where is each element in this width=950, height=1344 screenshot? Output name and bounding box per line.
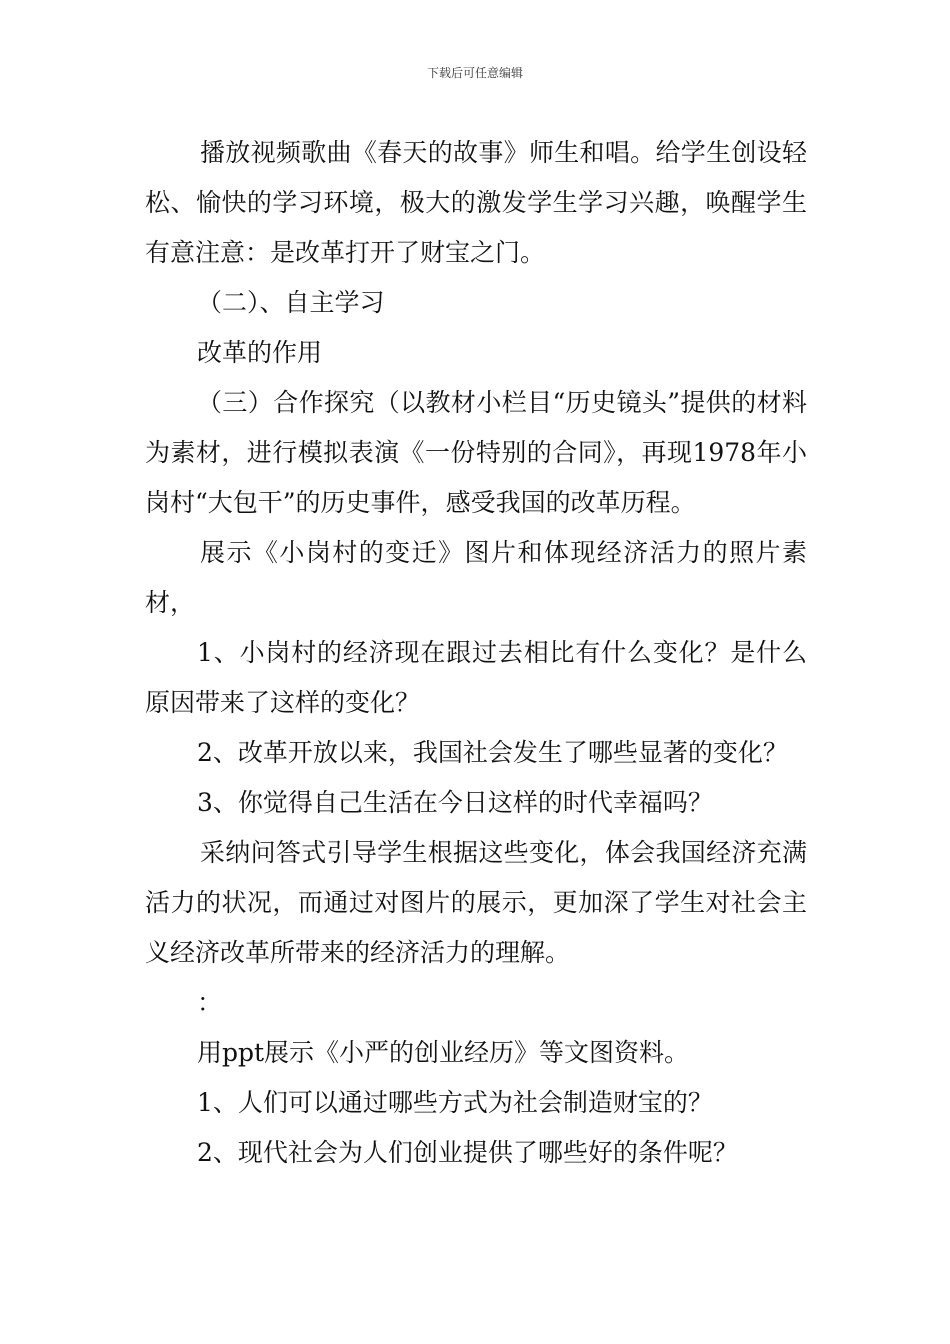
question-entrepreneurship-conditions: 2、现代社会为人们创业提供了哪些好的条件呢？ <box>197 1138 738 1167</box>
question-xiaogang-change: 1、小岗村的经济现在跟过去相比有什么变化？是什么原因带来了这样的变化？ <box>145 638 807 717</box>
paragraph-role-of-reform: 改革的作用 <box>197 338 323 367</box>
question-happiness: 3、你觉得自己生活在今日这样的时代幸福吗？ <box>197 788 713 817</box>
page-header-note: 下载后可任意编辑 <box>426 66 523 80</box>
document-body <box>145 128 807 1178</box>
heading-self-study: （二）、自主学习 <box>197 288 385 317</box>
paragraph-video-song: 播放视频歌曲《春天的故事》师生和唱。给学生创设轻松、愉快的学习环境，极大的激发学生学习兴趣，唤醒学生有意注意：是改革打开了财宝之门。 <box>145 138 807 267</box>
paragraph-qa-guidance: 采纳问答式引导学生根据这些变化，体会我国经济充满活力的状况，而通过对图片的展示，更加深了学生对社会主义经济改革所带来的经济活力的理解。 <box>145 838 807 967</box>
paragraph-ppt-show: 用ppt展示《小严的创业经历》等文图资料。 <box>197 1038 690 1067</box>
paragraph-show-pictures: 展示《小岗村的变迁》图片和体现经济活力的照片素材， <box>145 538 807 617</box>
paragraph-colon: ： <box>197 988 223 1017</box>
question-create-wealth: 1、人们可以通过哪些方式为社会制造财宝的？ <box>197 1088 713 1117</box>
paragraph-cooperative-inquiry: （三）合作探究（以教材小栏目“历史镜头”提供的材料为素材，进行模拟表演《一份特别的合同》，再现1978年小岗村“大包干”的历史事件，感受我国的改革历程。 <box>145 388 807 517</box>
question-social-changes: 2、改革开放以来，我国社会发生了哪些显著的变化？ <box>197 738 788 767</box>
